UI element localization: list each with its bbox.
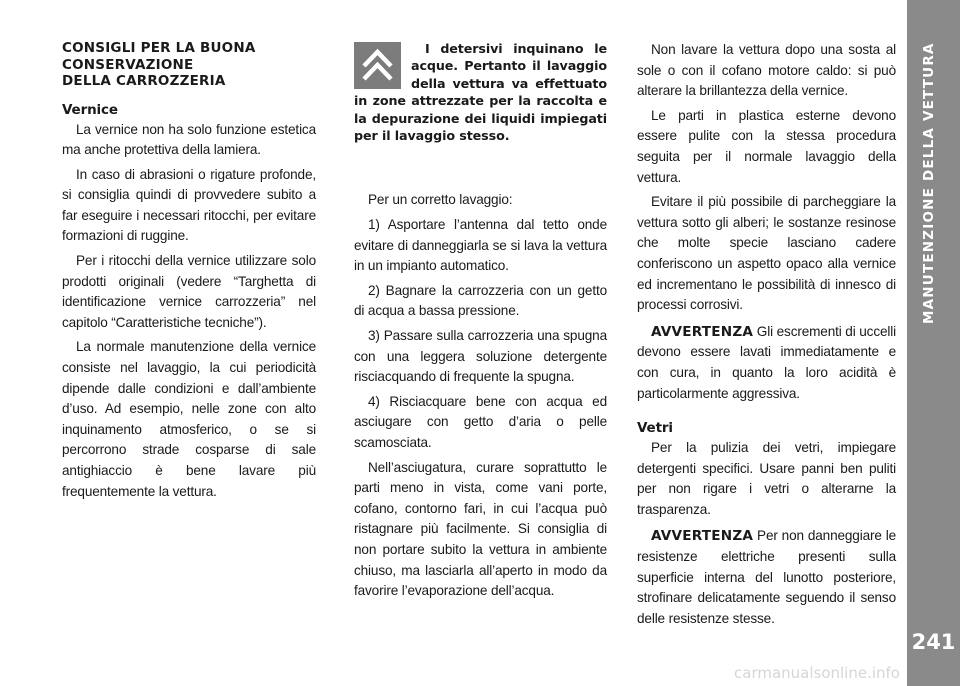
column-right — [637, 40, 896, 629]
avvertenza-birds-text: Gli escrementi di uccelli devono essere lavati immediatamente e con cura, in quanto la loro acidità è particolarmente aggressiva. — [637, 323, 896, 401]
section-heading — [62, 40, 316, 90]
avvertenza-label: AVVERTENZA — [651, 528, 754, 545]
column-middle — [354, 40, 607, 602]
washing-step-3: 3) Passare sulla carrozzeria una spugna con una leggera soluzione detergente risciacquando di frequente la spugna. — [354, 328, 607, 385]
avvertenza-rear-window-text: Per non danneggiare le resistenze elettriche presenti sulla superficie interna del lunotto posteriore, strofinare delicatamente seguendo il senso delle resistenze stesse. — [637, 528, 896, 626]
heading-line-3: DELLA CARROZZERIA — [62, 73, 226, 89]
vernice-title: Vernice — [62, 101, 118, 118]
avvertenza-birds — [637, 322, 896, 404]
chapter-sidebar — [907, 0, 960, 686]
column-left — [62, 40, 316, 502]
care-note-1: Non lavare la vettura dopo una sosta al sole o con il cofano motore caldo: si può alterare la brillantezza della vernice. — [637, 42, 896, 99]
chapter-title: MANUTENZIONE DELLA VETTURA — [921, 42, 937, 324]
avvertenza-rear-window — [637, 526, 896, 629]
washing-step-1: 1) Asportare l’antenna dal tetto onde evitare di danneggiarla se si lava la vettura in un impianto automatico. — [354, 217, 607, 274]
vernice-paragraph-2: In caso di abrasioni o rigature profonde, si consiglia quindi di provvedere subito a far eseguire i necessari ritocchi, per evitare formazioni di ruggine. — [62, 166, 316, 244]
vetri-paragraph: Per la pulizia dei vetri, impiegare detergenti specifici. Usare panni ben puliti per non rigare i vetri o alterarne la trasparenza. — [637, 440, 896, 517]
vernice-paragraph-4: La normale manutenzione della vernice consiste nel lavaggio, la cui periodicità dipende dalle condizioni e dall’ambiente d’uso. Ad esempio, nelle zone con alto inquinamento atmosferico, o se si percorrono strade cosparse di sale antighiaccio è bene lavare più frequentemente la vettura. — [62, 339, 316, 499]
environment-warning — [354, 40, 607, 144]
vernice-paragraph-1: La vernice non ha solo funzione estetica ma anche protettiva della lamiera. — [62, 121, 316, 158]
heading-line-1: CONSIGLI PER LA BUONA — [62, 40, 256, 56]
vernice-paragraph-3: Per i ritocchi della vernice utilizzare solo prodotti originali (vedere “Targhetta di identificazione vernice carrozzeria” nel capitolo “Caratteristiche tecniche”). — [62, 253, 316, 330]
heading-line-2: CONSERVAZIONE — [62, 56, 194, 73]
environment-icon — [354, 42, 401, 89]
care-note-3: Evitare il più possibile di parcheggiare la vettura sotto gli alberi; le sostanze resinose che molte specie lasciano cadere conferiscono un aspetto opaco alla vernice ed incrementano le possibilità di innesco di processi corrosivi. — [637, 194, 896, 313]
page-number: 241 — [911, 630, 956, 654]
environment-warning-text: I detersivi inquinano le acque. Pertanto il lavaggio della vettura va effettuato in zone attrezzate per la raccolta e la depurazione dei liquidi impiegati per il lavaggio stesso. — [354, 41, 607, 144]
drying-note: Nell’asciugatura, curare soprattutto le parti meno in vista, come vani porte, cofano, contorno fari, in cui l’acqua può ristagnare più facilmente. Si consiglia di non portare subito la vettura in ambiente chiuso, ma lasciarla all’aperto in modo da favorire l’evaporazione dell’acqua. — [354, 459, 607, 599]
vetri-title: Vetri — [637, 420, 673, 437]
washing-intro: Per un corretto lavaggio: — [368, 192, 513, 208]
watermark: carmanualsonline.info — [734, 664, 900, 682]
care-note-2: Le parti in plastica esterne devono essere pulite con la stessa procedura seguita per il normale lavaggio della vettura. — [637, 107, 896, 185]
washing-step-4: 4) Risciacquare bene con acqua ed asciugare con getto d’aria o pelle scamosciata. — [354, 393, 607, 450]
avvertenza-label: AVVERTENZA — [651, 323, 754, 340]
washing-step-2: 2) Bagnare la carrozzeria con un getto di acqua a bassa pressione. — [354, 282, 607, 319]
